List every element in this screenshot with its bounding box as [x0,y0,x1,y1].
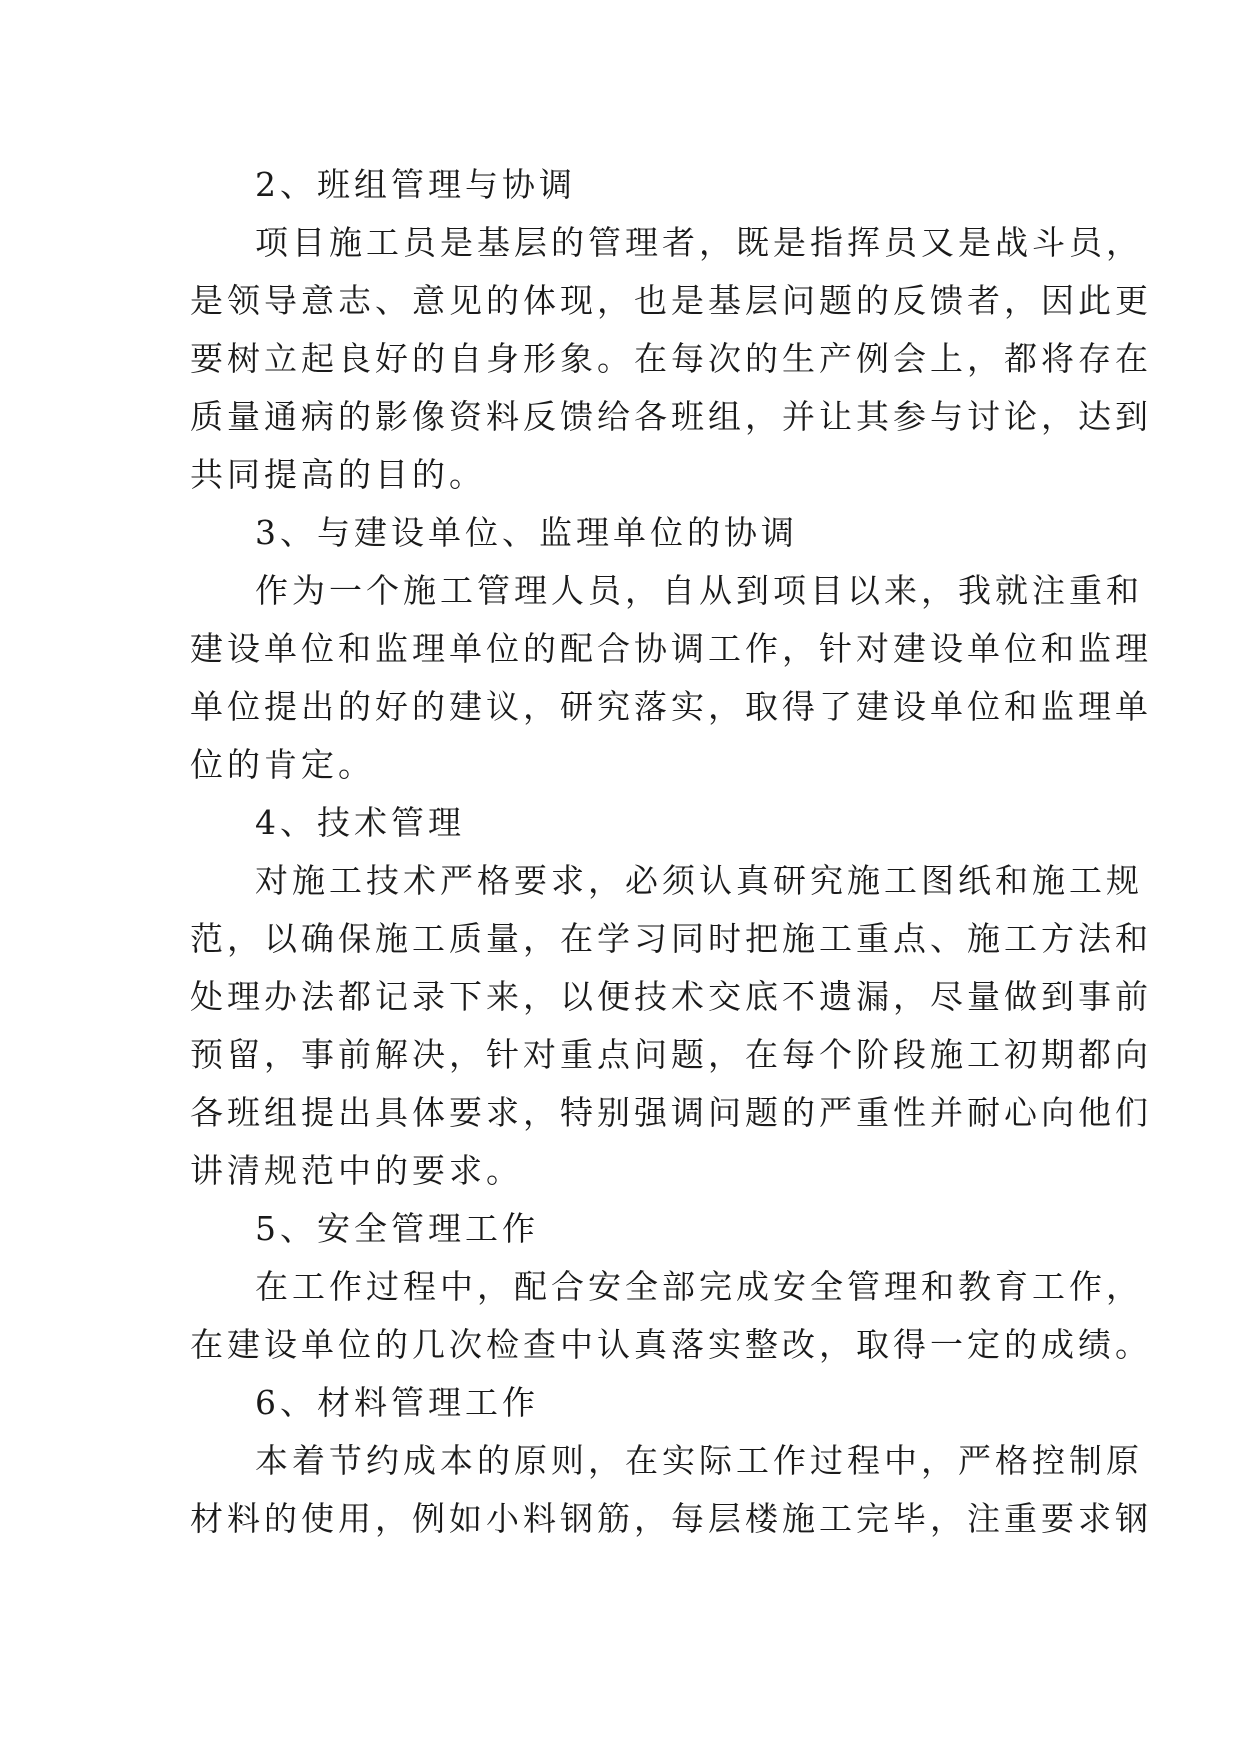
section-heading-safety-management: 5、安全管理工作 [255,1209,539,1248]
paragraph-line: 项目施工员是基层的管理者，既是指挥员又是战斗员， [255,223,1143,262]
paragraph-line: 材料的使用，例如小料钢筋，每层楼施工完毕，注重要求钢 [190,1499,1152,1538]
paragraph-line: 讲清规范中的要求。 [190,1151,523,1190]
paragraph-line: 是领导意志、意见的体现，也是基层问题的反馈者，因此更 [190,281,1152,320]
paragraph-line: 各班组提出具体要求，特别强调问题的严重性并耐心向他们 [190,1093,1152,1132]
section-heading-owner-supervisor-coordination: 3、与建设单位、监理单位的协调 [255,513,798,552]
paragraph-line: 质量通病的影像资料反馈给各班组，并让其参与讨论，达到 [190,397,1152,436]
paragraph-line: 对施工技术严格要求，必须认真研究施工图纸和施工规 [255,861,1143,900]
paragraph-line: 本着节约成本的原则，在实际工作过程中，严格控制原 [255,1441,1143,1480]
paragraph-line: 在建设单位的几次检查中认真落实整改，取得一定的成绩。 [190,1325,1152,1364]
section-heading-material-management: 6、材料管理工作 [255,1383,539,1422]
paragraph-line: 建设单位和监理单位的配合协调工作，针对建设单位和监理 [190,629,1152,668]
paragraph-line: 位的肯定。 [190,745,375,784]
section-heading-technical-management: 4、技术管理 [255,803,465,842]
paragraph-line: 在工作过程中，配合安全部完成安全管理和教育工作， [255,1267,1143,1306]
paragraph-line: 要树立起良好的自身形象。在每次的生产例会上，都将存在 [190,339,1152,378]
paragraph-line: 范，以确保施工质量，在学习同时把施工重点、施工方法和 [190,919,1152,958]
paragraph-line: 作为一个施工管理人员，自从到项目以来，我就注重和 [255,571,1143,610]
paragraph-line: 处理办法都记录下来，以便技术交底不遗漏，尽量做到事前 [190,977,1152,1016]
section-heading-team-management: 2、班组管理与协调 [255,165,576,204]
paragraph-line: 单位提出的好的建议，研究落实，取得了建设单位和监理单 [190,687,1152,726]
paragraph-line: 共同提高的目的。 [190,455,486,494]
paragraph-line: 预留，事前解决，针对重点问题，在每个阶段施工初期都向 [190,1035,1152,1074]
